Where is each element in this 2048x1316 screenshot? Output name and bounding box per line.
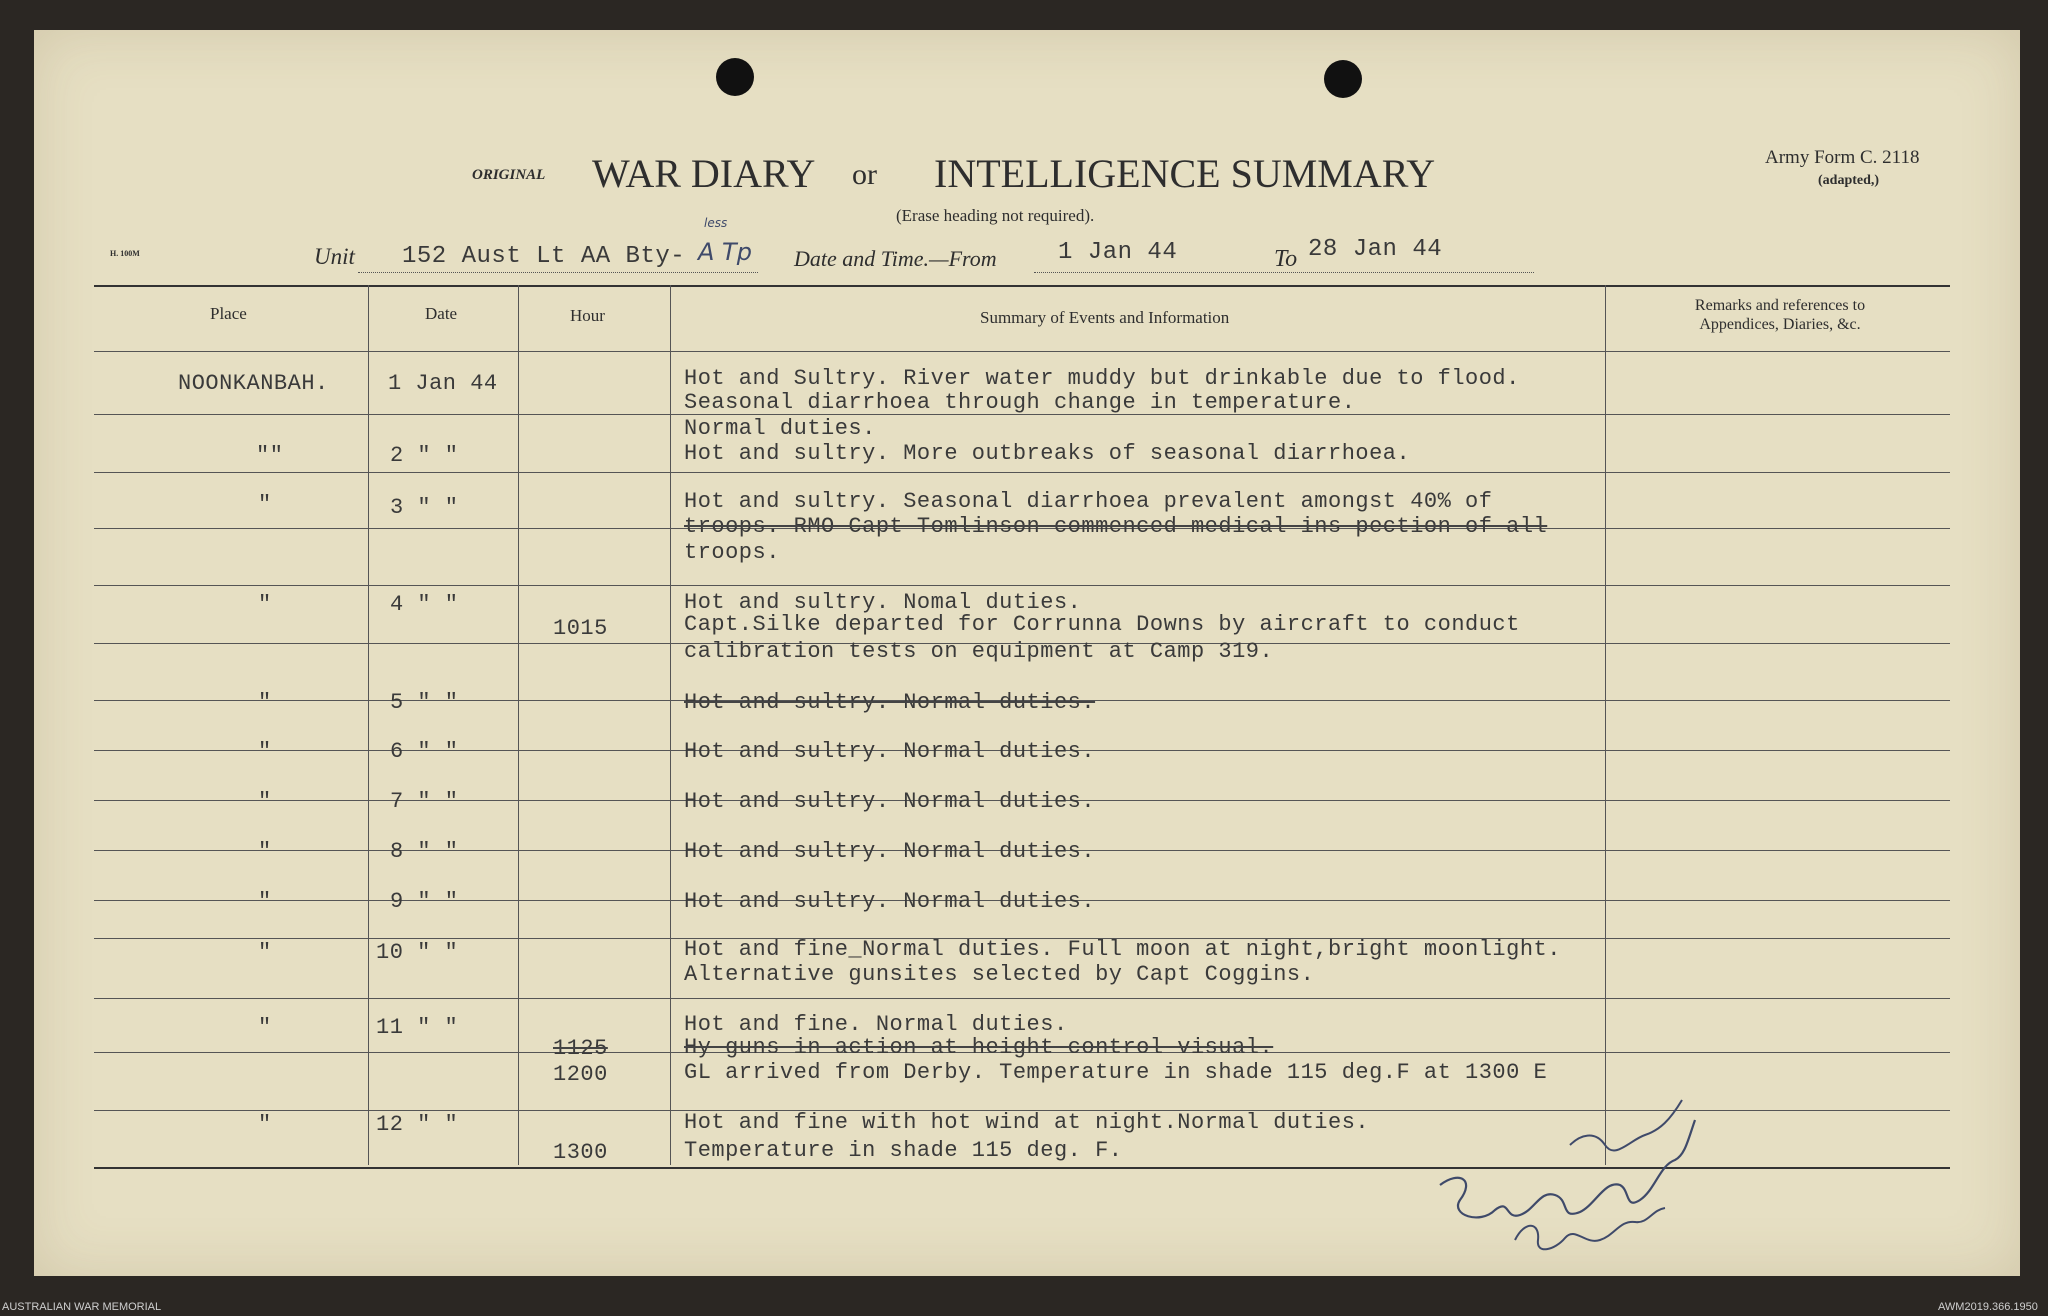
entry-date: 5 " " [390, 690, 459, 715]
col-date: Date [425, 304, 458, 323]
army-form: Army Form C. 2118 [1765, 147, 1920, 168]
entry-hour: 1015 [553, 616, 608, 641]
original-stamp: ORIGINAL [472, 167, 546, 183]
date-underline [1034, 272, 1534, 273]
entry-place: " [258, 1015, 272, 1040]
entry-line: Hot and sultry. Nomal duties. [684, 590, 1082, 615]
entry-line: Hot and fine. Normal duties. [684, 1012, 1068, 1037]
entry-line: Hot and sultry. Normal duties. [684, 739, 1096, 764]
entry-line: GL arrived from Derby. Temperature in shade 115 deg.F at 1300 E [684, 1060, 1548, 1085]
divider-hour-summary [670, 285, 671, 1165]
entry-line: Capt.Silke departed for Corrunna Downs by aircraft to conduct [684, 612, 1520, 637]
col-place: Place [210, 304, 247, 323]
entry-hour: 1300 [553, 1140, 608, 1165]
entry-line: troops. [684, 540, 780, 565]
punch-hole [716, 58, 754, 96]
footer-left: AUSTRALIAN WAR MEMORIAL [2, 1301, 162, 1313]
entry-place: " [258, 940, 272, 965]
entry-hour: 1125 [553, 1036, 608, 1061]
entry-line: Hot and fine with hot wind at night.Normal duties. [684, 1110, 1370, 1135]
entry-place: NOONKANBAH. [178, 371, 329, 396]
unit-annotation: A Tp [698, 238, 752, 266]
entry-line: Hot and sultry. Normal duties. [684, 839, 1096, 864]
entry-line: troops. RMO Capt Tomlinson commenced medical ins pection of all [684, 514, 1548, 539]
entry-date: 2 " " [390, 443, 459, 468]
page-title-2: INTELLIGENCE SUMMARY [934, 151, 1436, 196]
entry-hour: 1200 [553, 1062, 608, 1087]
col-hour: Hour [570, 306, 605, 325]
to-label: To [1274, 246, 1298, 272]
entry-place: " [258, 492, 272, 517]
unit-underline [358, 272, 758, 273]
date-to: 28 Jan 44 [1308, 236, 1443, 263]
entry-line: Alternative gunsites selected by Capt Coggins. [684, 962, 1315, 987]
entry-line: calibration tests on equipment at Camp 319. [684, 639, 1274, 664]
divider-date-hour [518, 285, 519, 1165]
page-title: WAR DIARY [592, 151, 816, 196]
entry-date: 4 " " [390, 592, 459, 617]
table-header-rule [94, 351, 1950, 352]
entry-date: 10 " " [376, 940, 459, 965]
entry-place: "" [256, 443, 284, 468]
entry-line: Hot and fine_Normal duties. Full moon at night,bright moonlight. [684, 937, 1561, 962]
entry-place: " [258, 789, 272, 814]
title-or: or [852, 158, 877, 191]
entry-line: Hot and Sultry. River water muddy but drinkable due to flood. [684, 366, 1520, 391]
row-rule [94, 585, 1950, 586]
entry-line: Hot and sultry. Normal duties. [684, 789, 1096, 814]
entry-line: Normal duties. [684, 416, 876, 441]
page-subtitle: (Erase heading not required). [896, 206, 1095, 225]
date-from: 1 Jan 44 [1058, 239, 1178, 266]
divider-place-date [368, 285, 369, 1165]
col-summary: Summary of Events and Information [980, 308, 1230, 327]
table-top-rule [94, 285, 1950, 287]
entry-date: 9 " " [390, 889, 459, 914]
row-rule [94, 472, 1950, 473]
divider-summary-remarks [1605, 285, 1606, 1165]
entry-place: " [258, 1112, 272, 1137]
entry-place: " [258, 739, 272, 764]
form-code: H. 100M [110, 249, 140, 258]
row-rule [94, 998, 1950, 999]
unit-label: Unit [314, 244, 355, 269]
entry-place: " [258, 889, 272, 914]
unit-value: 152 Aust Lt AA Bty- [402, 243, 686, 270]
signature [1420, 1050, 1710, 1270]
entry-date: 6 " " [390, 739, 459, 764]
footer-right: AWM2019.366.1950 [1938, 1301, 2038, 1313]
entry-date: 12 " " [376, 1112, 459, 1137]
date-label: Date and Time.—From [794, 246, 997, 271]
unit-annotation-top: less [704, 216, 728, 230]
entry-line: Hot and sultry. More outbreaks of seasonal diarrhoea. [684, 441, 1411, 466]
entry-line: Hot and sultry. Seasonal diarrhoea prevalent amongst 40% of [684, 489, 1493, 514]
entry-line: Hy guns in action at height control visual. [684, 1035, 1274, 1060]
entry-line: Temperature in shade 115 deg. F. [684, 1138, 1123, 1163]
entry-date: 1 Jan 44 [388, 371, 498, 396]
army-form-note: (adapted,) [1818, 173, 1880, 188]
entry-date: 3 " " [390, 495, 459, 520]
punch-hole [1324, 60, 1362, 98]
col-remarks: Remarks and references to Appendices, Diaries, &c. [1694, 297, 1866, 333]
entry-line: Seasonal diarrhoea through change in temperature. [684, 390, 1356, 415]
entry-date: 8 " " [390, 839, 459, 864]
entry-place: " [258, 592, 272, 617]
entry-place: " [258, 839, 272, 864]
entry-line: Hot and sultry. Normal duties. [684, 690, 1096, 715]
entry-date: 11 " " [376, 1015, 459, 1040]
entry-place: " [258, 690, 272, 715]
entry-line: Hot and sultry. Normal duties. [684, 889, 1096, 914]
entry-date: 7 " " [390, 789, 459, 814]
